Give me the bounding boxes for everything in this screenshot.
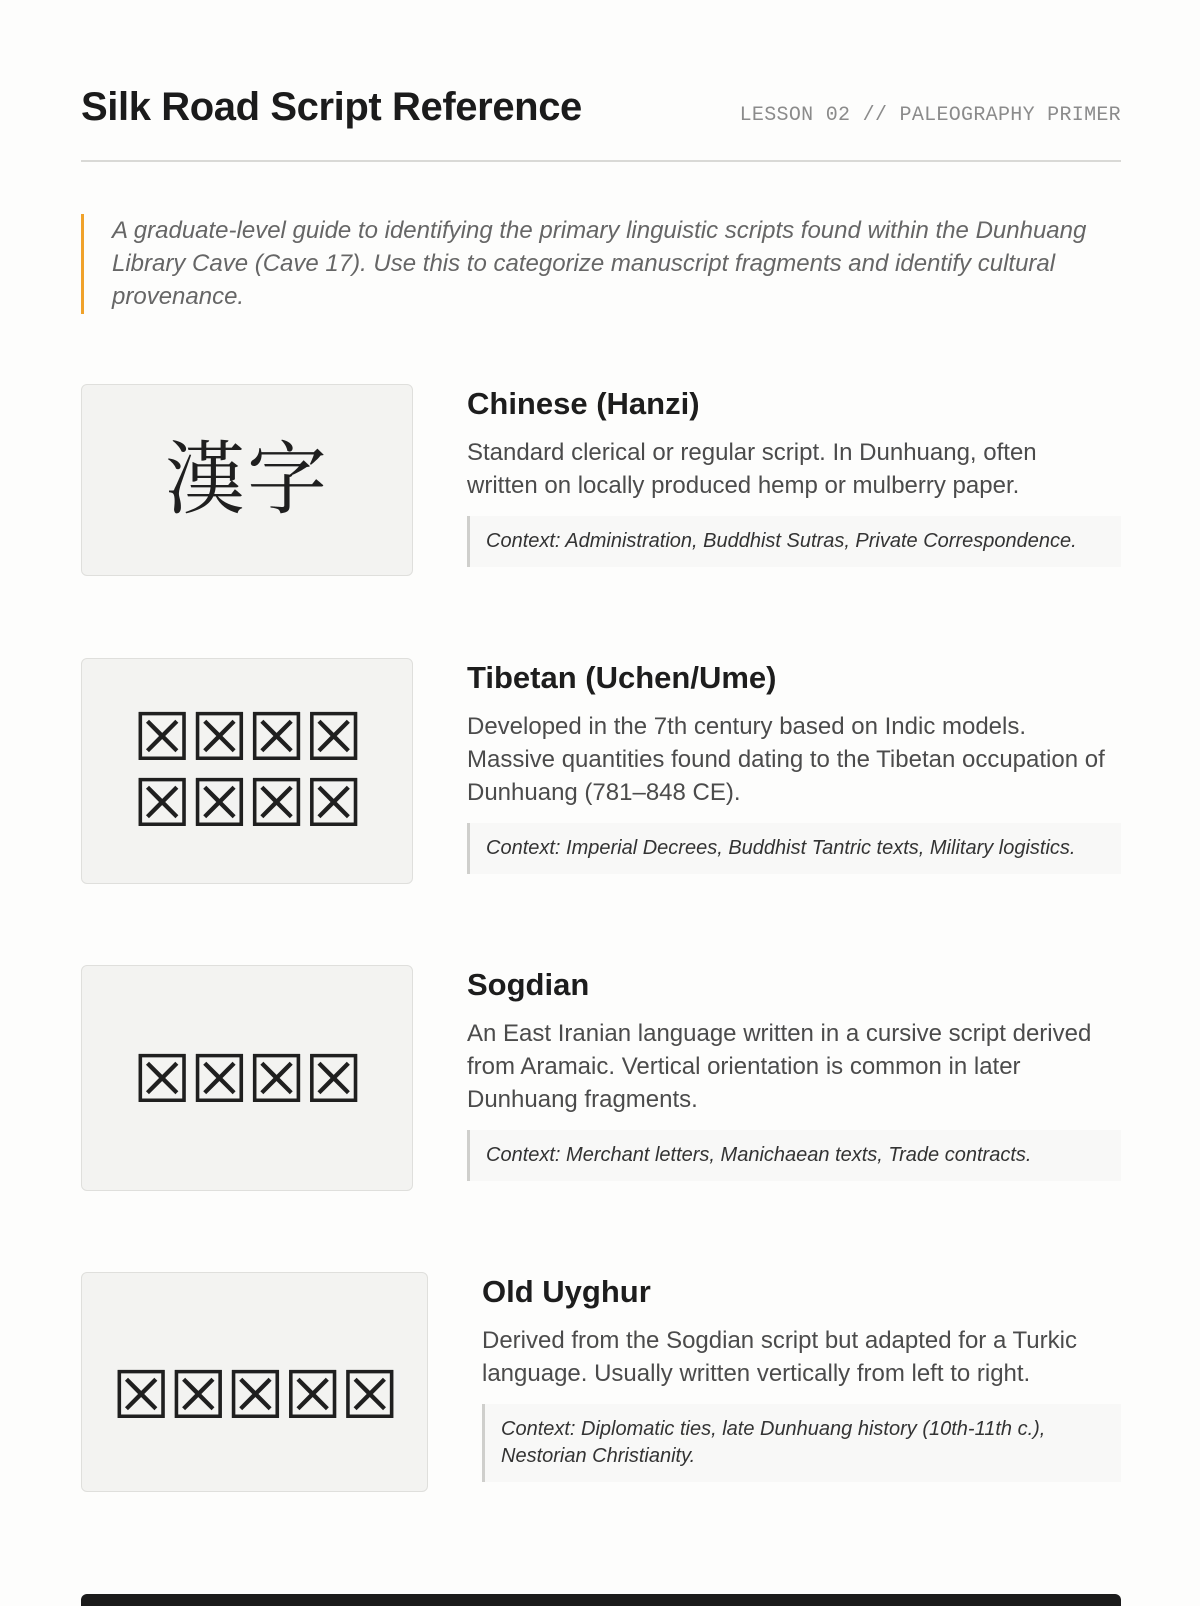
specimen-glyphs: ☒☒☒☒☒ bbox=[111, 1357, 398, 1434]
specimen-glyphs: ☒☒☒☒ bbox=[132, 1041, 362, 1118]
script-card-old-uyghur bbox=[81, 1272, 1121, 1492]
script-info bbox=[482, 1272, 1121, 1482]
script-specimen bbox=[81, 965, 413, 1191]
script-description: Standard clerical or regular script. In Dunhuang, often written on locally produced hemp or mulberry paper. bbox=[467, 439, 1037, 499]
page-title: Silk Road Script Reference bbox=[81, 85, 582, 129]
script-context: Context: Diplomatic ties, late Dunhuang history (10th-11th c.), Nestorian Christianity. bbox=[482, 1404, 1121, 1482]
script-name: Chinese (Hanzi) bbox=[467, 386, 700, 421]
script-context: Context: Administration, Buddhist Sutras, Private Correspondence. bbox=[467, 516, 1121, 567]
script-card-tibetan bbox=[81, 658, 1121, 884]
script-name: Old Uyghur bbox=[482, 1274, 651, 1309]
script-card-chinese bbox=[81, 384, 1121, 576]
script-context: Context: Merchant letters, Manichaean texts, Trade contracts. bbox=[467, 1130, 1121, 1181]
page-header bbox=[81, 78, 1121, 162]
page bbox=[81, 0, 1121, 1600]
script-info bbox=[467, 384, 1121, 567]
script-description: Developed in the 7th century based on Indic models. Massive quantities found dating to the Tibetan occupation of Dunhuang (781–848 CE). bbox=[467, 713, 1105, 806]
specimen-glyphs: 漢字 bbox=[165, 433, 329, 526]
script-description: An East Iranian language written in a cursive script derived from Aramaic. Vertical orientation is common in later Dunhuang fragments. bbox=[467, 1020, 1092, 1113]
intro-blockquote: A graduate-level guide to identifying the primary linguistic scripts found within the Dunhuang Library Cave (Cave 17). Use this to categorize manuscript fragments and identify cultural provenance. bbox=[81, 214, 1121, 314]
footer-bar bbox=[81, 1594, 1121, 1606]
specimen-glyphs: ☒☒☒☒ ☒☒☒☒ bbox=[132, 699, 362, 842]
script-name: Sogdian bbox=[467, 967, 590, 1002]
script-card-sogdian bbox=[81, 965, 1121, 1191]
script-description: Derived from the Sogdian script but adapted for a Turkic language. Usually written vertically from left to right. bbox=[482, 1327, 1077, 1387]
script-name: Tibetan (Uchen/Ume) bbox=[467, 660, 777, 695]
script-specimen bbox=[81, 384, 413, 576]
script-info bbox=[467, 658, 1121, 874]
script-info bbox=[467, 965, 1121, 1181]
script-specimen bbox=[81, 1272, 428, 1492]
script-context: Context: Imperial Decrees, Buddhist Tantric texts, Military logistics. bbox=[467, 823, 1121, 874]
script-specimen bbox=[81, 658, 413, 884]
lesson-label: LESSON 02 // PALEOGRAPHY PRIMER bbox=[739, 104, 1121, 127]
